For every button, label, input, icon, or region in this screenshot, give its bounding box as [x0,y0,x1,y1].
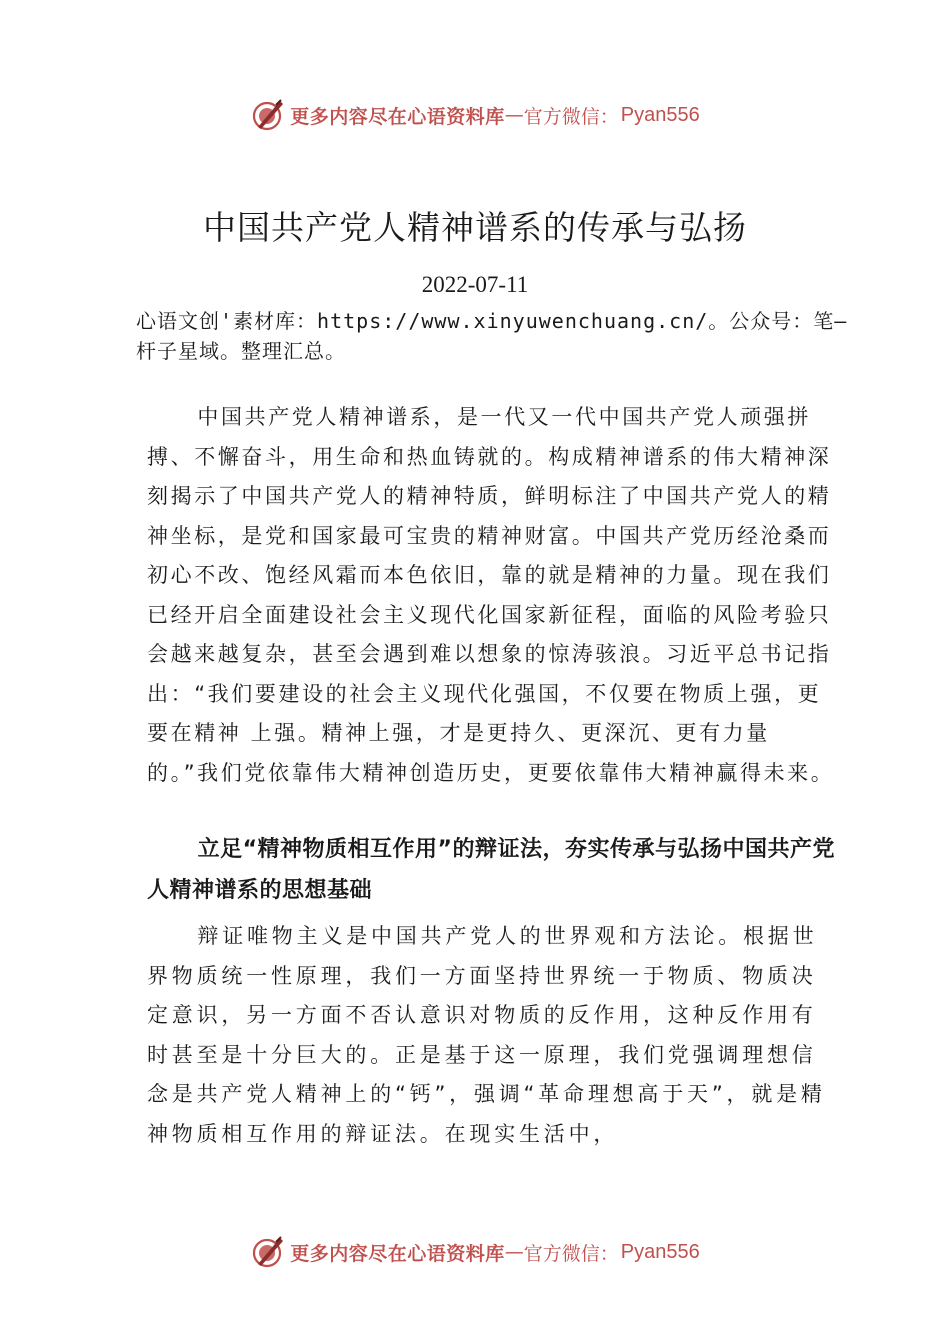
wechat-label: 官方微信： [523,105,619,128]
paragraph-2: 辩证唯物主义是中国共产党人的世界观和方法论。根据世界物质统一性原理，我们一方面坚持世界统一于物质、物质决定意识，另一方面不否认意识对物质的反作用，这种反作用有时甚至是十分巨大的。正是基于这一原理，我们党强调理想信念是共产党人精神上的“钙”，强调“革命理想高于天”，就是精神物质相互作用的辩证法。在现实生活中， [147,924,826,1146]
source-note: 心语文创'素材库：https://www.xinyuwenchuang.cn/。公众号：笔—杆子星域。整理汇总。 [136,309,848,363]
quill-seal-icon [250,97,286,133]
footer-watermark [0,1232,950,1272]
promo-text: 更多内容尽在心语资料库 [290,1242,505,1265]
header-watermark [0,95,950,135]
section-heading: 立足“精神物质相互作用”的辩证法，夯实传承与弘扬中国共产党人精神谱系的思想基础 [147,837,836,903]
wechat-id: Pyan556 [620,1240,700,1263]
document-date: 2022-07-11 [421,272,529,297]
wechat-id: Pyan556 [620,103,700,126]
wechat-label: 官方微信： [523,1242,619,1265]
promo-dash: — [504,104,524,126]
paragraph-1: 中国共产党人精神谱系，是一代又一代中国共产党人顽强拼搏、不懈奋斗，用生命和热血铸就的。构成精神谱系的伟大精神深刻揭示了中国共产党人的精神特质，鲜明标注了中国共产党人的精神坐标，是党和国家最可宝贵的精神财富。中国共产党历经沧桑而初心不改、饱经风霜而本色依旧，靠的就是精神的力量。现在我们已经开启全面建设社会主义现代化国家新征程，面临的风险考验只会越来越复杂，甚至会遇到难以想象的惊涛骇浪。习近平总书记指出：“我们要建设的社会主义现代化强国，不仅要在物质上强，更要在精神 上强。精神上强，才是更持久、更深沉、更有力量的。”我们党依靠伟大精神创造历史，更要依靠伟大精神赢得未来。 [147,405,835,785]
promo-dash: — [504,1241,524,1263]
quill-seal-icon [250,1234,286,1270]
promo-text: 更多内容尽在心语资料库 [290,105,505,128]
document-title: 中国共产党人精神谱系的传承与弘扬 [203,208,747,247]
